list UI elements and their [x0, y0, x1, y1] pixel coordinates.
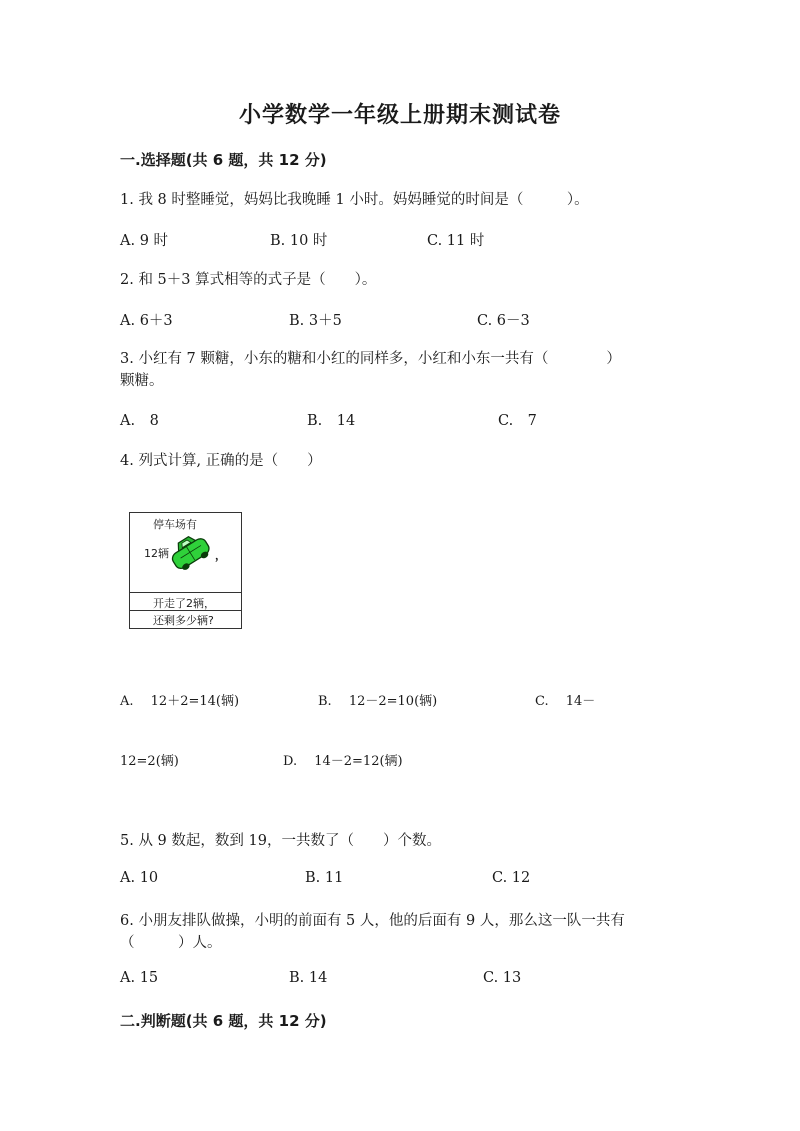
figure-car-count: 12辆: [144, 547, 169, 560]
question-2-option-c: C. 6－3: [477, 313, 530, 329]
question-6-text-line-2: （ ）人。: [120, 935, 222, 951]
figure-line-1: 停车场有: [153, 518, 197, 531]
figure-line-4: 还剩多少辆?: [153, 614, 214, 627]
question-6-option-b: B. 14: [289, 970, 328, 986]
question-5-text: 5. 从 9 数起，数到 19，一共数了（ ）个数。: [120, 833, 441, 849]
question-2-option-b: B. 3＋5: [289, 313, 342, 329]
question-3-text-line-1: 3. 小红有 7 颗糖，小东的糖和小红的同样多，小红和小东一共有（ ）: [120, 351, 621, 367]
question-4-option-a: A. 12＋2=14(辆): [120, 694, 240, 709]
question-2-option-a: A. 6＋3: [120, 313, 173, 329]
question-2-text: 2. 和 5＋3 算式相等的式子是（ ）。: [120, 272, 377, 288]
question-1-option-b: B. 10 时: [270, 233, 328, 249]
question-4-option-c-continued: 12=2(辆): [120, 754, 179, 769]
question-1-option-c: C. 11 时: [427, 233, 485, 249]
section-heading-true-false: 二.判断题(共 6 题，共 12 分): [120, 1012, 327, 1030]
page-title: 小学数学一年级上册期末测试卷: [238, 103, 561, 128]
section-heading-choice: 一.选择题(共 6 题，共 12 分): [120, 151, 327, 169]
question-4-option-c: C. 14－: [535, 694, 596, 709]
figure-line-3: 开走了2辆，: [153, 597, 215, 610]
question-4-text: 4. 列式计算, 正确的是（ ）: [120, 453, 322, 469]
question-3-option-c: C. 7: [498, 413, 537, 429]
question-6-option-c: C. 13: [483, 970, 522, 986]
question-3-text-line-2: 颗糖。: [120, 373, 164, 389]
question-3-option-b: B. 14: [307, 413, 356, 429]
question-5-option-c: C. 12: [492, 870, 531, 886]
question-6-text-line-1: 6. 小朋友排队做操，小明的前面有 5 人，他的后面有 9 人，那么这一队一共有: [120, 913, 625, 929]
green-car-icon: [170, 533, 212, 575]
question-1-text: 1. 我 8 时整睡觉，妈妈比我晚睡 1 小时。妈妈睡觉的时间是（ ）。: [120, 192, 589, 208]
question-5-option-b: B. 11: [305, 870, 344, 886]
question-6-option-a: A. 15: [120, 970, 159, 986]
question-3-option-a: A. 8: [120, 413, 159, 429]
question-4-option-b: B. 12－2=10(辆): [318, 694, 438, 709]
figure-row-departed: [130, 592, 241, 611]
question-4-option-d: D. 14－2=12(辆): [283, 754, 403, 769]
parking-lot-figure: [129, 512, 242, 629]
figure-comma: ，: [215, 549, 226, 562]
question-1-option-a: A. 9 时: [120, 233, 169, 249]
figure-row-question: [130, 610, 241, 628]
question-5-option-a: A. 10: [120, 870, 159, 886]
